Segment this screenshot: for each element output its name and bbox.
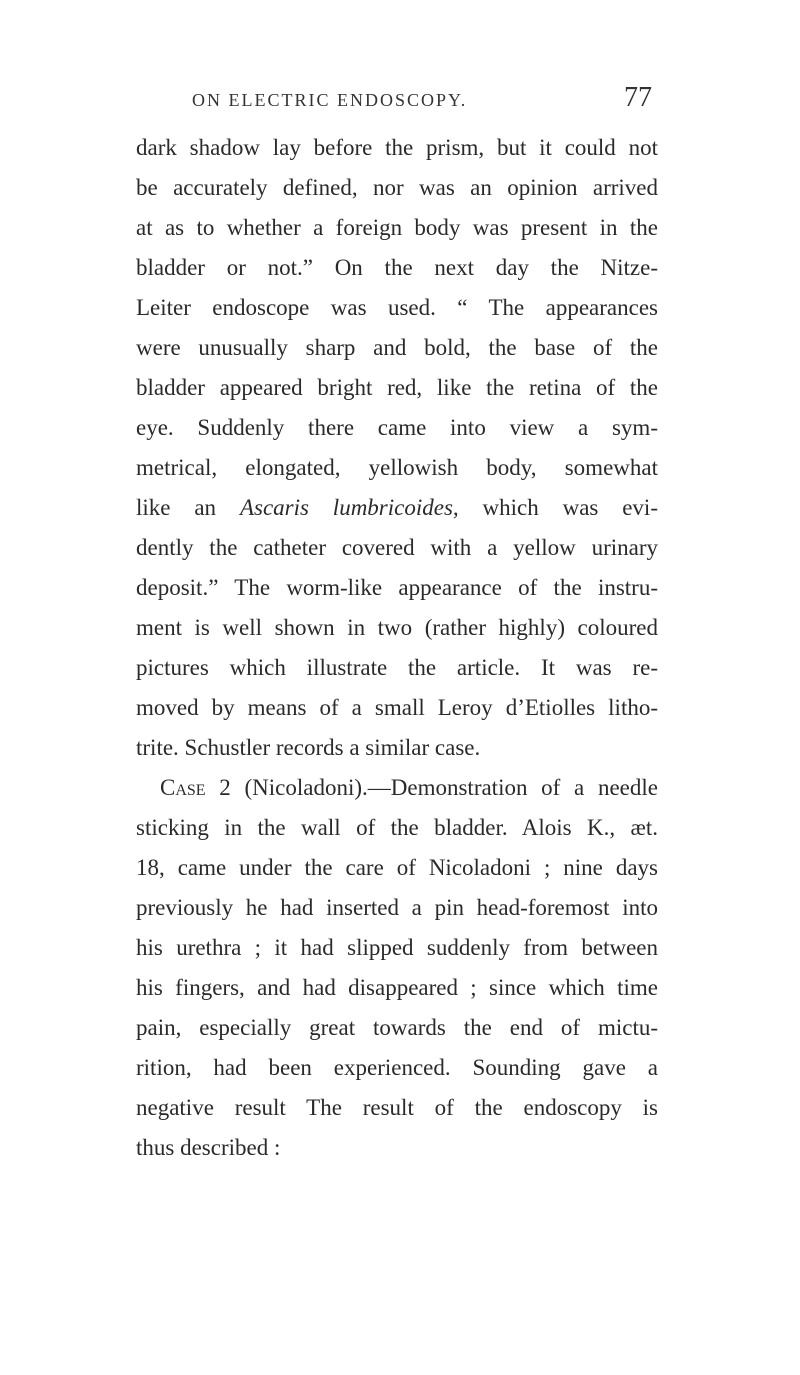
paragraph-1 bbox=[136, 128, 658, 768]
text-line: thus described : bbox=[136, 1135, 281, 1160]
running-title: ON ELECTRIC ENDOSCOPY. bbox=[192, 90, 468, 110]
case-heading-line bbox=[136, 768, 658, 808]
text-line: pain, especially great towards the end of mictu- bbox=[136, 1015, 658, 1040]
text-line: metrical, elongated, yellowish body, somewhat bbox=[136, 455, 658, 480]
text-line: dently the catheter covered with a yellow urinary bbox=[136, 535, 658, 560]
text-line: negative result The result of the endoscopy is bbox=[136, 1095, 658, 1120]
text-line: trite. Schustler records a similar case. bbox=[136, 735, 481, 760]
text-line: 18, came under the care of Nicoladoni ; nine days bbox=[136, 855, 658, 880]
text-line: were unusually sharp and bold, the base of the bbox=[136, 335, 658, 360]
text-line: bladder appeared bright red, like the retina of the bbox=[136, 375, 658, 400]
text-line: eye. Suddenly there came into view a sym- bbox=[136, 415, 658, 440]
text-line: previously he had inserted a pin head-foremost into bbox=[136, 895, 658, 920]
line-start-text: like an bbox=[136, 495, 240, 520]
text-line: ment is well shown in two (rather highly) coloured bbox=[136, 615, 658, 640]
text-line: sticking in the wall of the bladder. Alois K., æt. bbox=[136, 815, 658, 840]
paragraph-2 bbox=[136, 768, 658, 1168]
page-number: 77 bbox=[624, 82, 652, 113]
text-line: pictures which illustrate the article. It was re- bbox=[136, 655, 658, 680]
text-line: his urethra ; it had slipped suddenly from between bbox=[136, 935, 658, 960]
body-text bbox=[136, 128, 658, 1168]
text-line: bladder or not.” On the next day the Nitze- bbox=[136, 255, 658, 280]
text-line: rition, had been experienced. Sounding gave a bbox=[136, 1055, 658, 1080]
case-heading-text: 2 (Nicoladoni).—Demonstration of a needle bbox=[205, 775, 658, 800]
case-label: Case bbox=[160, 775, 206, 800]
text-line: dark shadow lay before the prism, but it could not bbox=[136, 135, 658, 160]
text-line: deposit.” The worm-like appearance of the instru- bbox=[136, 575, 658, 600]
text-line-species bbox=[136, 488, 658, 528]
line-end-text: which was evi- bbox=[458, 495, 658, 520]
running-head bbox=[134, 82, 652, 114]
text-line: moved by means of a small Leroy d’Etiolles litho- bbox=[136, 695, 658, 720]
text-line: Leiter endoscope was used. “ The appearances bbox=[136, 295, 658, 320]
species-name: Ascaris lumbricoides, bbox=[239, 495, 459, 520]
text-line: at as to whether a foreign body was present in the bbox=[136, 215, 658, 240]
text-line: be accurately defined, nor was an opinion arrived bbox=[136, 175, 658, 200]
text-line: his fingers, and had disappeared ; since which time bbox=[136, 975, 658, 1000]
